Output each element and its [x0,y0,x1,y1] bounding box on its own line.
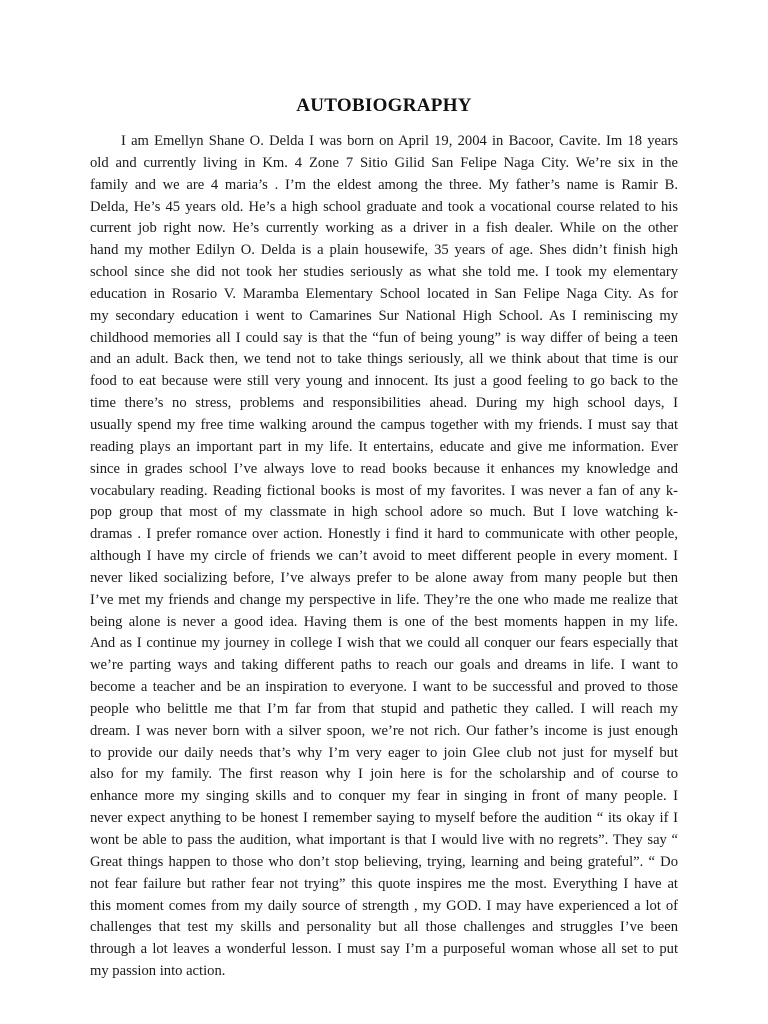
document-title: AUTOBIOGRAPHY [296,95,472,116]
body-line: current job right now. He’s currently working as a driver in a fish dealer. While on the other [90,220,678,237]
body-line: become a teacher and be an inspiration to everyone. I want to be successful and proved to those [90,679,678,696]
body-line: wont be able to pass the audition, what important is that I would live with no regrets”. They say “ [90,832,678,848]
body-line: challenges that test my skills and personality but all those challenges and struggles I’ve been [90,919,678,936]
body-line: usually spend my free time walking around the campus together with my friends. I must say that [90,416,678,433]
body-line: and an adult. Back then, we tend not to take things seriously, all we think about that time is our [90,351,678,368]
body-line: school since she did not took her studies seriously as what she told me. I took my elementary [90,264,678,281]
body-line: never expect anything to be honest I remember saying to myself before the audition “ its okay if I [90,810,678,827]
body-line: I’ve met my friends and change my perspective in life. They’re the one who made me realize that [90,591,678,608]
document-body [90,131,678,983]
body-line: old and currently living in Km. 4 Zone 7 Sitio Gilid San Felipe Naga City. We’re six in the [90,154,678,171]
body-line: being alone is never a good idea. Having them is one of the best moments happen in my life. [90,613,678,630]
body-line: this moment comes from my daily source of strength , my GOD. I may have experienced a lot of [90,897,678,914]
body-line: Great things happen to those who don’t stop believing, trying, learning and being grateful”. “ Do [90,853,678,870]
body-line: Delda, He’s 45 years old. He’s a high school graduate and took a vocational course related to his [90,198,678,215]
body-line: I am Emellyn Shane O. Delda I was born on April 19, 2004 in Bacoor, Cavite. Im 18 years [121,133,678,149]
body-line: reading plays an important part in my life. It entertains, educate and give me information. Ever [90,438,678,455]
body-line: dream. I was never born with a silver spoon, we’re not rich. Our father’s income is just enough [90,722,678,739]
body-line: although I have my circle of friends we can’t avoid to meet different people in every moment. I [90,548,678,565]
body-line: my secondary education i went to Camarines Sur National High School. As I reminiscing my [90,307,678,324]
body-line: education in Rosario V. Maramba Elementary School located in San Felipe Naga City. As for [90,285,678,302]
body-line: childhood memories all I could say is that the “fun of being young” is way differ of being a teen [90,329,678,346]
body-line: And as I continue my journey in college I wish that we could all conquer our fears especially that [90,635,678,652]
body-line: to provide our daily needs that’s why I’m very eager to join Glee club not just for myself but [90,744,678,761]
body-line: my passion into action. [90,963,226,980]
body-line: family and we are 4 maria’s . I’m the eldest among the three. My father’s name is Ramir B. [90,176,678,193]
body-line: dramas . I prefer romance over action. Honestly i find it hard to communicate with other people, [90,526,678,543]
body-line: since in grades school I’ve always love to read books because it enhances my knowledge and [90,460,678,477]
body-line: time there’s no stress, problems and responsibilities ahead. During my high school days, I [90,395,678,412]
body-line: we’re parting ways and taking different paths to reach our goals and dreams in life. I want to [90,657,678,674]
body-line: pop group that most of my classmate in high school adore so much. But I love watching k- [90,504,678,521]
body-line: hand my mother Edilyn O. Delda is a plain housewife, 35 years of age. Shes didn’t finish high [90,242,678,259]
body-line: also for my family. The first reason why I join here is for the scholarship and of course to [90,766,678,783]
body-line: never liked socializing before, I’ve always prefer to be alone away from many people but then [90,569,678,586]
body-line: food to eat because were still very young and innocent. Its just a good feeling to go back to the [90,373,678,390]
body-line: people who belittle me that I’m far from that stupid and pathetic they called. I will reach my [90,700,678,717]
body-line: through a lot leaves a wonderful lesson. I must say I’m a purposeful woman whose all set to put [90,941,678,958]
body-line: not fear failure but rather fear not trying” this quote inspires me the most. Everything I have at [90,875,678,892]
body-line: vocabulary reading. Reading fictional books is most of my favorites. I was never a fan of any k- [90,482,678,499]
body-line: enhance more my singing skills and to conquer my fear in singing in front of many people. I [90,788,678,805]
